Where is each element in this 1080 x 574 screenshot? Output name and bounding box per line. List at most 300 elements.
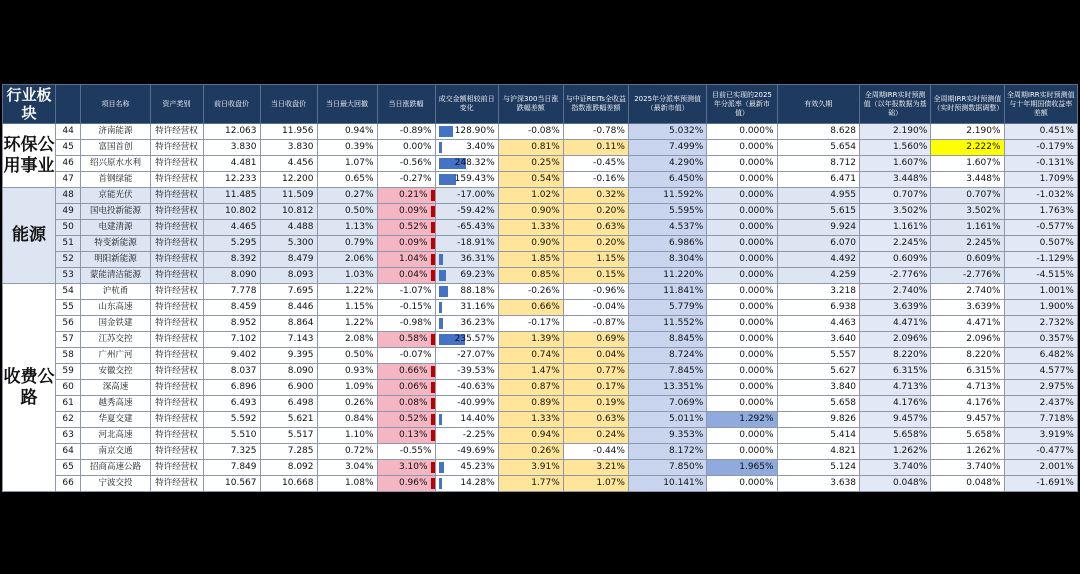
cell-vol (435, 220, 498, 236)
table-row[interactable] (3, 428, 1078, 444)
cell-vol (435, 412, 498, 428)
cell-type: 特许经营权 (150, 300, 203, 316)
cell-name: 广州广河 (81, 348, 150, 364)
cell-dd: 2.06% (317, 252, 377, 268)
cell-vol (435, 460, 498, 476)
cell-vol (435, 252, 498, 268)
cell-value: 88.18% (460, 286, 495, 296)
cell-close: 6.498 (260, 396, 317, 412)
table-row[interactable] (3, 316, 1078, 332)
cell-f25: 6.450% (628, 172, 706, 188)
cell-value: -39.53% (457, 366, 495, 376)
cell-chg (377, 444, 435, 460)
cell-spread: 2.001% (1004, 460, 1077, 476)
cell-close: 4.456 (260, 156, 317, 172)
cell-vol (435, 284, 498, 300)
cell-prev: 5.510 (203, 428, 260, 444)
column-header: 当日涨跌幅 (377, 85, 435, 124)
cell-vol (435, 348, 498, 364)
cell-value: 128.90% (454, 126, 495, 136)
cell-reit: 0.63% (563, 220, 628, 236)
cell-reit: -0.87% (563, 316, 628, 332)
cell-no: 44 (55, 124, 80, 140)
cell-name: 河北高速 (81, 428, 150, 444)
cell-spread: 7.718% (1004, 412, 1077, 428)
cell-dur: 8.628 (777, 124, 859, 140)
cell-prev: 11.485 (203, 188, 260, 204)
cell-irr2: 4.471% (931, 316, 1004, 332)
table-row[interactable] (3, 332, 1078, 348)
table-row[interactable] (3, 476, 1078, 492)
cell-value: 45.23% (460, 462, 495, 472)
cell-f25: 7.845% (628, 364, 706, 380)
cell-irr1: 4.713% (860, 380, 931, 396)
cell-dd: 0.79% (317, 236, 377, 252)
cell-irr2: 2.245% (931, 236, 1004, 252)
cell-value: 159.43% (454, 174, 495, 184)
cell-irr2: 1.607% (931, 156, 1004, 172)
cell-chg (377, 476, 435, 492)
cell-dd: 0.94% (317, 124, 377, 140)
cell-irr2: 3.639% (931, 300, 1004, 316)
cell-spread: -0.179% (1004, 140, 1077, 156)
cell-close: 8.093 (260, 268, 317, 284)
cell-f25: 4.537% (628, 220, 706, 236)
cell-value: 0.00% (402, 142, 432, 152)
cell-f25: 5.011% (628, 412, 706, 428)
cell-vol (435, 332, 498, 348)
cell-type: 特许经营权 (150, 172, 203, 188)
cell-dur: 5.124 (777, 460, 859, 476)
cell-irr1: 2.740% (860, 284, 931, 300)
cell-close: 3.830 (260, 140, 317, 156)
cell-irr1: 0.707% (860, 188, 931, 204)
cell-type: 特许经营权 (150, 396, 203, 412)
cell-vol (435, 188, 498, 204)
cell-value: -17.00% (457, 190, 495, 200)
column-header: 全周期IRR实时预测值（实时预测数据调整） (931, 85, 1004, 124)
cell-dd: 0.50% (317, 348, 377, 364)
cell-no: 66 (55, 476, 80, 492)
cell-irr1: 1.607% (860, 156, 931, 172)
cell-value: -0.89% (399, 126, 432, 136)
cell-chg (377, 380, 435, 396)
column-header (55, 85, 80, 124)
cell-close: 8.090 (260, 364, 317, 380)
cell-dur: 3.840 (777, 380, 859, 396)
cell-chg (377, 172, 435, 188)
cell-close: 11.509 (260, 188, 317, 204)
cell-prev: 8.392 (203, 252, 260, 268)
cell-type: 特许经营权 (150, 428, 203, 444)
table-row[interactable] (3, 380, 1078, 396)
cell-spread: -0.477% (1004, 444, 1077, 460)
cell-dd: 1.03% (317, 268, 377, 284)
cell-prev: 4.481 (203, 156, 260, 172)
cell-dur: 8.712 (777, 156, 859, 172)
cell-dd: 0.50% (317, 204, 377, 220)
cell-value: 235.57% (454, 334, 495, 344)
cell-r25: 0.000% (707, 236, 777, 252)
cell-r25: 0.000% (707, 316, 777, 332)
cell-irr1: 0.609% (860, 252, 931, 268)
cell-irr2: 9.457% (931, 412, 1004, 428)
table-row[interactable] (3, 348, 1078, 364)
cell-dur: 4.821 (777, 444, 859, 460)
cell-name: 首钢绿能 (81, 172, 150, 188)
cell-dd: 1.13% (317, 220, 377, 236)
column-header: 与中证REITs全收益指数涨跌幅差额 (563, 85, 628, 124)
cell-dd: 1.22% (317, 284, 377, 300)
cell-reit: 0.04% (563, 348, 628, 364)
cell-name: 济南能源 (81, 124, 150, 140)
cell-hs: 1.33% (498, 220, 563, 236)
cell-f25: 8.304% (628, 252, 706, 268)
table-row[interactable] (3, 364, 1078, 380)
cell-hs: 0.85% (498, 268, 563, 284)
cell-dd: 2.08% (317, 332, 377, 348)
cell-irr2: 6.315% (931, 364, 1004, 380)
cell-hs: 1.47% (498, 364, 563, 380)
cell-prev: 7.325 (203, 444, 260, 460)
cell-prev: 9.402 (203, 348, 260, 364)
cell-value: -0.27% (399, 174, 432, 184)
cell-r25: 1.965% (707, 460, 777, 476)
cell-reit: 0.17% (563, 380, 628, 396)
cell-reit: 0.11% (563, 140, 628, 156)
cell-dd: 0.26% (317, 396, 377, 412)
cell-name: 京能光伏 (81, 188, 150, 204)
cell-dur: 5.557 (777, 348, 859, 364)
cell-value: -0.56% (399, 158, 432, 168)
column-header: 有效久期 (777, 85, 859, 124)
cell-prev: 10.802 (203, 204, 260, 220)
cell-spread: 6.482% (1004, 348, 1077, 364)
table-row[interactable] (3, 252, 1078, 268)
cell-value: 248.32% (454, 158, 495, 168)
cell-spread: 1.900% (1004, 300, 1077, 316)
cell-value: 0.08% (398, 398, 428, 408)
cell-dur: 4.463 (777, 316, 859, 332)
sector-label: 收费公路 (3, 284, 56, 492)
cell-reit: -0.78% (563, 124, 628, 140)
cell-value: 36.31% (460, 254, 495, 264)
cell-close: 4.488 (260, 220, 317, 236)
cell-dur: 4.955 (777, 188, 859, 204)
cell-no: 49 (55, 204, 80, 220)
table-row[interactable] (3, 300, 1078, 316)
cell-irr2: 3.502% (931, 204, 1004, 220)
cell-no: 48 (55, 188, 80, 204)
cell-value: -65.43% (457, 222, 495, 232)
cell-dur: 3.218 (777, 284, 859, 300)
cell-value: 14.28% (460, 478, 495, 488)
cell-chg (377, 348, 435, 364)
cell-f25: 11.552% (628, 316, 706, 332)
table-row[interactable] (3, 236, 1078, 252)
cell-type: 特许经营权 (150, 236, 203, 252)
cell-spread: -1.691% (1004, 476, 1077, 492)
cell-f25: 4.290% (628, 156, 706, 172)
cell-reit: 0.32% (563, 188, 628, 204)
sector-label: 能源 (3, 188, 56, 284)
cell-reit: 0.20% (563, 204, 628, 220)
cell-no: 65 (55, 460, 80, 476)
cell-no: 64 (55, 444, 80, 460)
cell-r25: 0.000% (707, 220, 777, 236)
cell-no: 56 (55, 316, 80, 332)
cell-chg (377, 220, 435, 236)
cell-reit: -0.16% (563, 172, 628, 188)
cell-name: 电建清源 (81, 220, 150, 236)
cell-name: 山东高速 (81, 300, 150, 316)
cell-vol (435, 156, 498, 172)
cell-dur: 5.654 (777, 140, 859, 156)
cell-dd: 0.27% (317, 188, 377, 204)
cell-name: 南京交通 (81, 444, 150, 460)
cell-close: 10.812 (260, 204, 317, 220)
cell-value: -2.25% (462, 430, 495, 440)
cell-close: 9.395 (260, 348, 317, 364)
cell-vol (435, 268, 498, 284)
cell-r25: 0.000% (707, 364, 777, 380)
column-header: 全周期IRR实时预测值（以年报数据为基础） (860, 85, 931, 124)
cell-irr1: 1.262% (860, 444, 931, 460)
cell-close: 7.695 (260, 284, 317, 300)
cell-chg (377, 364, 435, 380)
cell-vol (435, 204, 498, 220)
cell-no: 54 (55, 284, 80, 300)
cell-r25: 0.000% (707, 284, 777, 300)
cell-hs: 0.66% (498, 300, 563, 316)
cell-prev: 5.295 (203, 236, 260, 252)
cell-hs: -0.08% (498, 124, 563, 140)
cell-irr1: 1.161% (860, 220, 931, 236)
cell-value: 69.23% (460, 270, 495, 280)
cell-irr2: 1.161% (931, 220, 1004, 236)
cell-spread: -1.129% (1004, 252, 1077, 268)
cell-no: 59 (55, 364, 80, 380)
cell-value: 0.04% (398, 270, 428, 280)
cell-hs: 0.81% (498, 140, 563, 156)
column-header: 当日最大回撤 (317, 85, 377, 124)
cell-value: 0.96% (398, 478, 428, 488)
cell-r25: 0.000% (707, 124, 777, 140)
cell-hs: -0.17% (498, 316, 563, 332)
table-row[interactable] (3, 204, 1078, 220)
sector-label: 环保公用事业 (3, 124, 56, 188)
cell-chg (377, 412, 435, 428)
cell-r25: 0.000% (707, 172, 777, 188)
cell-dd: 3.04% (317, 460, 377, 476)
cell-f25: 5.779% (628, 300, 706, 316)
cell-chg (377, 460, 435, 476)
cell-irr2: 5.658% (931, 428, 1004, 444)
cell-type: 特许经营权 (150, 220, 203, 236)
cell-type: 特许经营权 (150, 316, 203, 332)
cell-value: 0.21% (398, 190, 428, 200)
cell-name: 富国首创 (81, 140, 150, 156)
cell-spread: 0.451% (1004, 124, 1077, 140)
cell-type: 特许经营权 (150, 444, 203, 460)
cell-irr1: 2.245% (860, 236, 931, 252)
cell-prev: 7.102 (203, 332, 260, 348)
cell-chg (377, 268, 435, 284)
cell-type: 特许经营权 (150, 252, 203, 268)
cell-irr2: 2.190% (931, 124, 1004, 140)
cell-irr2: 0.707% (931, 188, 1004, 204)
cell-reit: 3.21% (563, 460, 628, 476)
cell-value: 31.16% (460, 302, 495, 312)
cell-no: 55 (55, 300, 80, 316)
cell-hs: 1.85% (498, 252, 563, 268)
cell-spread: 0.507% (1004, 236, 1077, 252)
cell-no: 63 (55, 428, 80, 444)
cell-prev: 5.592 (203, 412, 260, 428)
cell-spread: -0.131% (1004, 156, 1077, 172)
cell-r25: 0.000% (707, 348, 777, 364)
cell-dd: 0.39% (317, 140, 377, 156)
cell-value: -18.91% (457, 238, 495, 248)
cell-irr2: 2.740% (931, 284, 1004, 300)
column-header: 行业板块 (3, 85, 56, 124)
cell-hs: 0.90% (498, 236, 563, 252)
cell-irr1: 3.740% (860, 460, 931, 476)
cell-hs: 0.89% (498, 396, 563, 412)
cell-dur: 3.638 (777, 476, 859, 492)
cell-reit: 0.15% (563, 268, 628, 284)
cell-f25: 6.986% (628, 236, 706, 252)
table-row[interactable] (3, 444, 1078, 460)
cell-r25: 0.000% (707, 268, 777, 284)
cell-value: 0.09% (398, 206, 428, 216)
table-row[interactable] (3, 124, 1078, 140)
cell-close: 5.621 (260, 412, 317, 428)
cell-dur: 3.640 (777, 332, 859, 348)
cell-hs: 0.94% (498, 428, 563, 444)
cell-chg (377, 396, 435, 412)
cell-hs: 1.77% (498, 476, 563, 492)
cell-value: 0.13% (398, 430, 428, 440)
table-row[interactable] (3, 412, 1078, 428)
cell-f25: 8.724% (628, 348, 706, 364)
cell-value: -1.07% (399, 286, 432, 296)
cell-r25: 0.000% (707, 332, 777, 348)
table-row[interactable] (3, 140, 1078, 156)
cell-prev: 3.830 (203, 140, 260, 156)
cell-close: 8.446 (260, 300, 317, 316)
cell-type: 特许经营权 (150, 412, 203, 428)
cell-value: 36.23% (460, 318, 495, 328)
cell-value: 0.58% (398, 334, 428, 344)
table-row[interactable] (3, 220, 1078, 236)
cell-irr1: 3.448% (860, 172, 931, 188)
table-row[interactable] (3, 460, 1078, 476)
cell-value: 14.40% (460, 414, 495, 424)
cell-no: 61 (55, 396, 80, 412)
table-row[interactable] (3, 284, 1078, 300)
cell-name: 沪杭甬 (81, 284, 150, 300)
cell-f25: 11.841% (628, 284, 706, 300)
cell-no: 62 (55, 412, 80, 428)
cell-irr1: 1.560% (860, 140, 931, 156)
cell-vol (435, 444, 498, 460)
cell-value: -0.07% (399, 350, 432, 360)
cell-spread: 4.577% (1004, 364, 1077, 380)
cell-hs: 0.87% (498, 380, 563, 396)
cell-f25: 5.032% (628, 124, 706, 140)
cell-type: 特许经营权 (150, 140, 203, 156)
cell-irr1: 2.096% (860, 332, 931, 348)
cell-dd: 0.65% (317, 172, 377, 188)
cell-value: 3.10% (398, 462, 428, 472)
cell-prev: 8.459 (203, 300, 260, 316)
table-body (3, 124, 1078, 492)
cell-name: 深高速 (81, 380, 150, 396)
cell-no: 58 (55, 348, 80, 364)
cell-r25: 0.000% (707, 380, 777, 396)
cell-vol (435, 380, 498, 396)
cell-close: 6.900 (260, 380, 317, 396)
cell-prev: 8.090 (203, 268, 260, 284)
cell-name: 国金铁建 (81, 316, 150, 332)
cell-irr1: 8.220% (860, 348, 931, 364)
cell-hs: 0.25% (498, 156, 563, 172)
cell-type: 特许经营权 (150, 204, 203, 220)
cell-close: 7.143 (260, 332, 317, 348)
cell-prev: 6.896 (203, 380, 260, 396)
cell-name: 安徽交控 (81, 364, 150, 380)
cell-hs: -0.26% (498, 284, 563, 300)
cell-reit: 0.69% (563, 332, 628, 348)
table-row[interactable] (3, 156, 1078, 172)
cell-chg (377, 316, 435, 332)
table-row[interactable] (3, 396, 1078, 412)
cell-f25: 10.141% (628, 476, 706, 492)
cell-close: 5.517 (260, 428, 317, 444)
cell-value: 0.66% (398, 366, 428, 376)
cell-name: 绍兴原水水利 (81, 156, 150, 172)
cell-f25: 7.850% (628, 460, 706, 476)
cell-irr2: 3.740% (931, 460, 1004, 476)
cell-type: 特许经营权 (150, 460, 203, 476)
cell-dur: 6.938 (777, 300, 859, 316)
cell-dur: 9.924 (777, 220, 859, 236)
table-row[interactable] (3, 268, 1078, 284)
cell-chg (377, 428, 435, 444)
cell-r25: 0.000% (707, 428, 777, 444)
cell-close: 10.668 (260, 476, 317, 492)
cell-spread: 1.001% (1004, 284, 1077, 300)
cell-dur: 5.627 (777, 364, 859, 380)
table-row[interactable] (3, 188, 1078, 204)
cell-f25: 11.592% (628, 188, 706, 204)
cell-value: -0.15% (399, 302, 432, 312)
cell-reit: 0.19% (563, 396, 628, 412)
table-row[interactable] (3, 172, 1078, 188)
cell-hs: 3.91% (498, 460, 563, 476)
cell-prev: 12.233 (203, 172, 260, 188)
cell-vol (435, 364, 498, 380)
cell-vol (435, 316, 498, 332)
cell-r25: 0.000% (707, 140, 777, 156)
cell-irr2: 3.448% (931, 172, 1004, 188)
cell-r25: 1.292% (707, 412, 777, 428)
cell-f25: 7.499% (628, 140, 706, 156)
cell-type: 特许经营权 (150, 348, 203, 364)
cell-spread: -0.577% (1004, 220, 1077, 236)
cell-reit: -0.04% (563, 300, 628, 316)
